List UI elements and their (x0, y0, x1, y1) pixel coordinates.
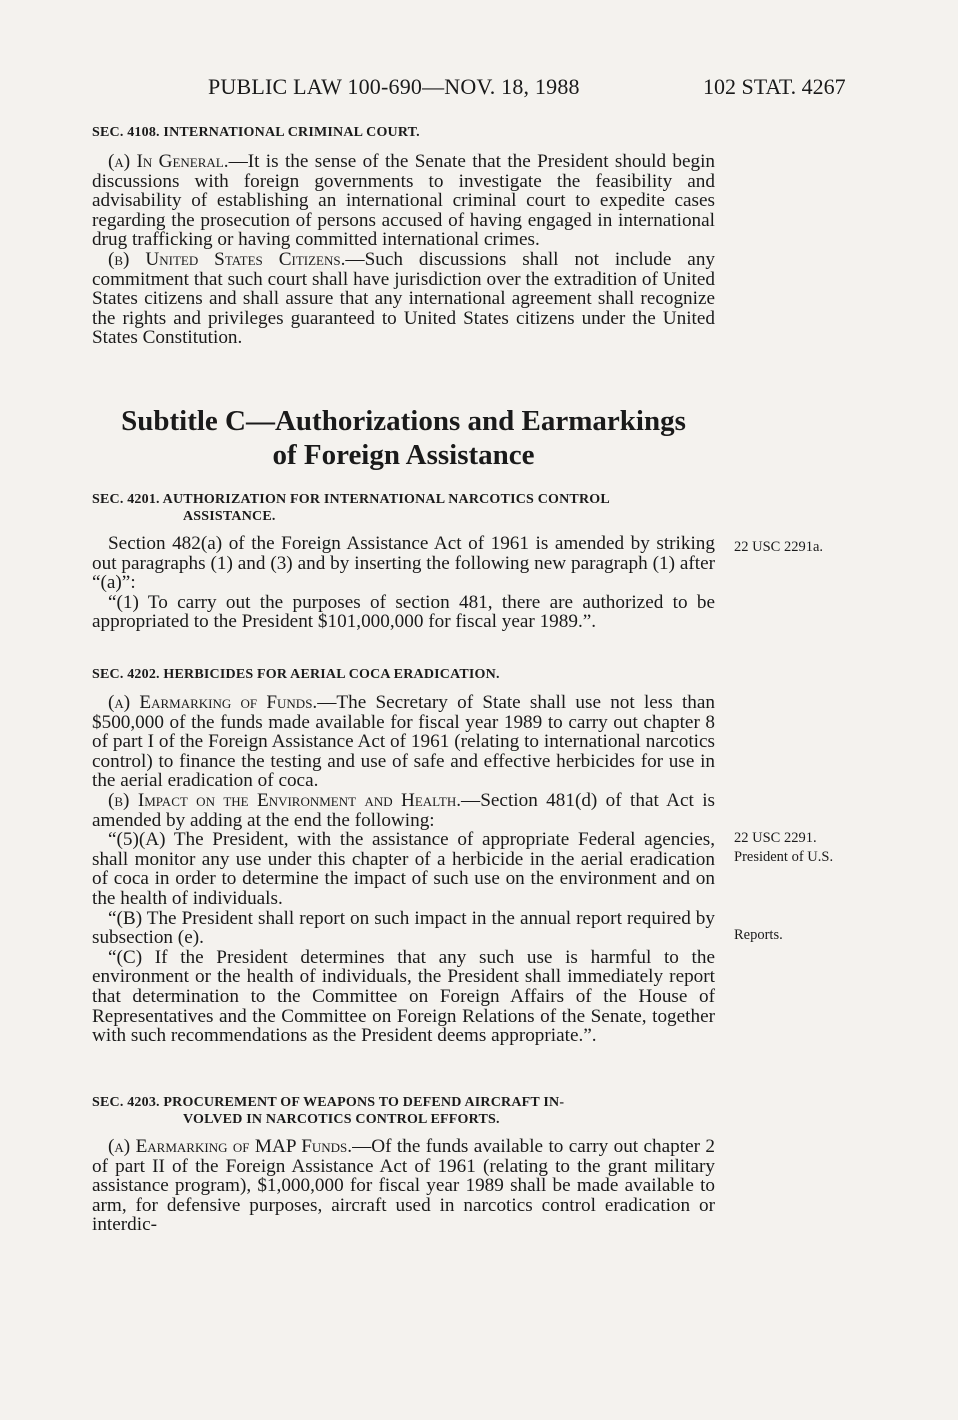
paragraph-label: (a) Earmarking of MAP Funds. (108, 1136, 353, 1157)
margin-note-topic: Reports. (734, 927, 783, 943)
subtitle-heading (92, 404, 715, 472)
paragraph-5b: “(B) The President shall report on such impact in the annual report required by subsection (e). (92, 907, 715, 949)
paragraph-a (92, 1137, 715, 1235)
running-header-page-ref: 102 STAT. 4267 (703, 74, 846, 99)
section-heading (92, 1094, 715, 1128)
section-heading-line-2: ASSISTANCE. (183, 509, 276, 524)
paragraph-2: “(1) To carry out the purposes of section 481, there are authorized to be appropriated to the President $101,000,000 for fiscal year 1989.”. (92, 591, 715, 633)
paragraph-b (92, 791, 715, 830)
paragraph-5a: “(5)(A) The President, with the assistance of appropriate Federal agencies, shall monitor any use under this chapter of a herbicide in the aerial eradication of coca in order to determine the impact of such use on the environment and on the health of individuals. (92, 829, 715, 909)
section-heading (92, 491, 715, 525)
paragraph-text: —It is the sense of the Senate that the President should begin discussions with foreign governments to investigate the feasibility and advisability of establishing an international criminal court to expedite cases regarding the prosecution of persons accused of having engaged in international drug trafficking or having committed international crimes. (92, 151, 716, 251)
paragraph-label: (a) Earmarking of Funds. (108, 692, 318, 713)
paragraph-label: (a) In General. (108, 151, 229, 172)
section-4202 (92, 666, 715, 1046)
margin-note-citation: 22 USC 2291. (734, 830, 817, 846)
section-4201 (92, 491, 715, 632)
section-4108 (92, 124, 715, 348)
paragraph-1: Section 482(a) of the Foreign Assistance Act of 1961 is amended by striking out paragraphs (1) and (3) and by inserting the following new paragraph (1) after “(a)”: (92, 533, 715, 594)
margin-note-citation: 22 USC 2291a. (734, 539, 824, 555)
paragraph-5c: “(C) If the President determines that any such use is harmful to the environment or the health of individuals, the President shall immediately report that determination to the Committee on Foreign Affairs of the House of Representatives and the Committee on Foreign Relations of the Senate, together with such recommendations as the President deems appropriate.”. (92, 946, 715, 1047)
subtitle-line-2: of Foreign Assistance (272, 439, 535, 471)
paragraph-a (92, 693, 715, 791)
section-4203 (92, 1094, 715, 1235)
margin-note-topic: President of U.S. (734, 849, 834, 865)
paragraph-text: —Of the funds available to carry out chapter 2 of part II of the Foreign Assistance Act of 1961 (relating to the grant military assistance program), $1,000,000 for fiscal year 1989 shall be made available to arm, for defensive purposes, aircraft used in narcotics control eradication or interdic- (92, 1136, 715, 1236)
paragraph-a (92, 152, 715, 250)
section-heading-line-1: SEC. 4201. AUTHORIZATION FOR INTERNATIONAL NARCOTICS CONTROL (92, 492, 610, 507)
paragraph-label: (b) United States Citizens. (108, 248, 346, 270)
section-heading: SEC. 4202. HERBICIDES FOR AERIAL COCA ERADICATION. (92, 667, 500, 682)
section-heading: SEC. 4108. INTERNATIONAL CRIMINAL COURT. (92, 125, 420, 140)
paragraph-text: —The Secretary of State shall use not less than $500,000 of the funds made available for fiscal year 1989 to carry out chapter 8 of part I of the Foreign Assistance Act of 1961 (relating to international narcotics control) to finance the testing and use of safe and effective herbicides for use in the aerial eradication of coca. (92, 692, 715, 792)
section-heading-line-1: SEC. 4203. PROCUREMENT OF WEAPONS TO DEFEND AIRCRAFT IN- (92, 1095, 565, 1110)
section-heading-line-2: VOLVED IN NARCOTICS CONTROL EFFORTS. (183, 1112, 500, 1127)
running-header-title: PUBLIC LAW 100-690—NOV. 18, 1988 (208, 74, 580, 99)
paragraph-text: —Such discussions shall not include any commitment that such court shall have jurisdiction over the extradition of United States citizens and shall assure that any international agreement shall recognize the rights and privileges guaranteed to United States citizens under the United States Constitution. (92, 248, 716, 349)
paragraph-label: (b) Impact on the Environment and Health. (108, 789, 462, 811)
paragraph-b (92, 250, 715, 348)
subtitle-line-1: Subtitle C—Authorizations and Earmarkings (121, 405, 686, 437)
paragraph-text: —Section 481(d) of that Act is amended by adding at the end the following: (92, 789, 716, 831)
